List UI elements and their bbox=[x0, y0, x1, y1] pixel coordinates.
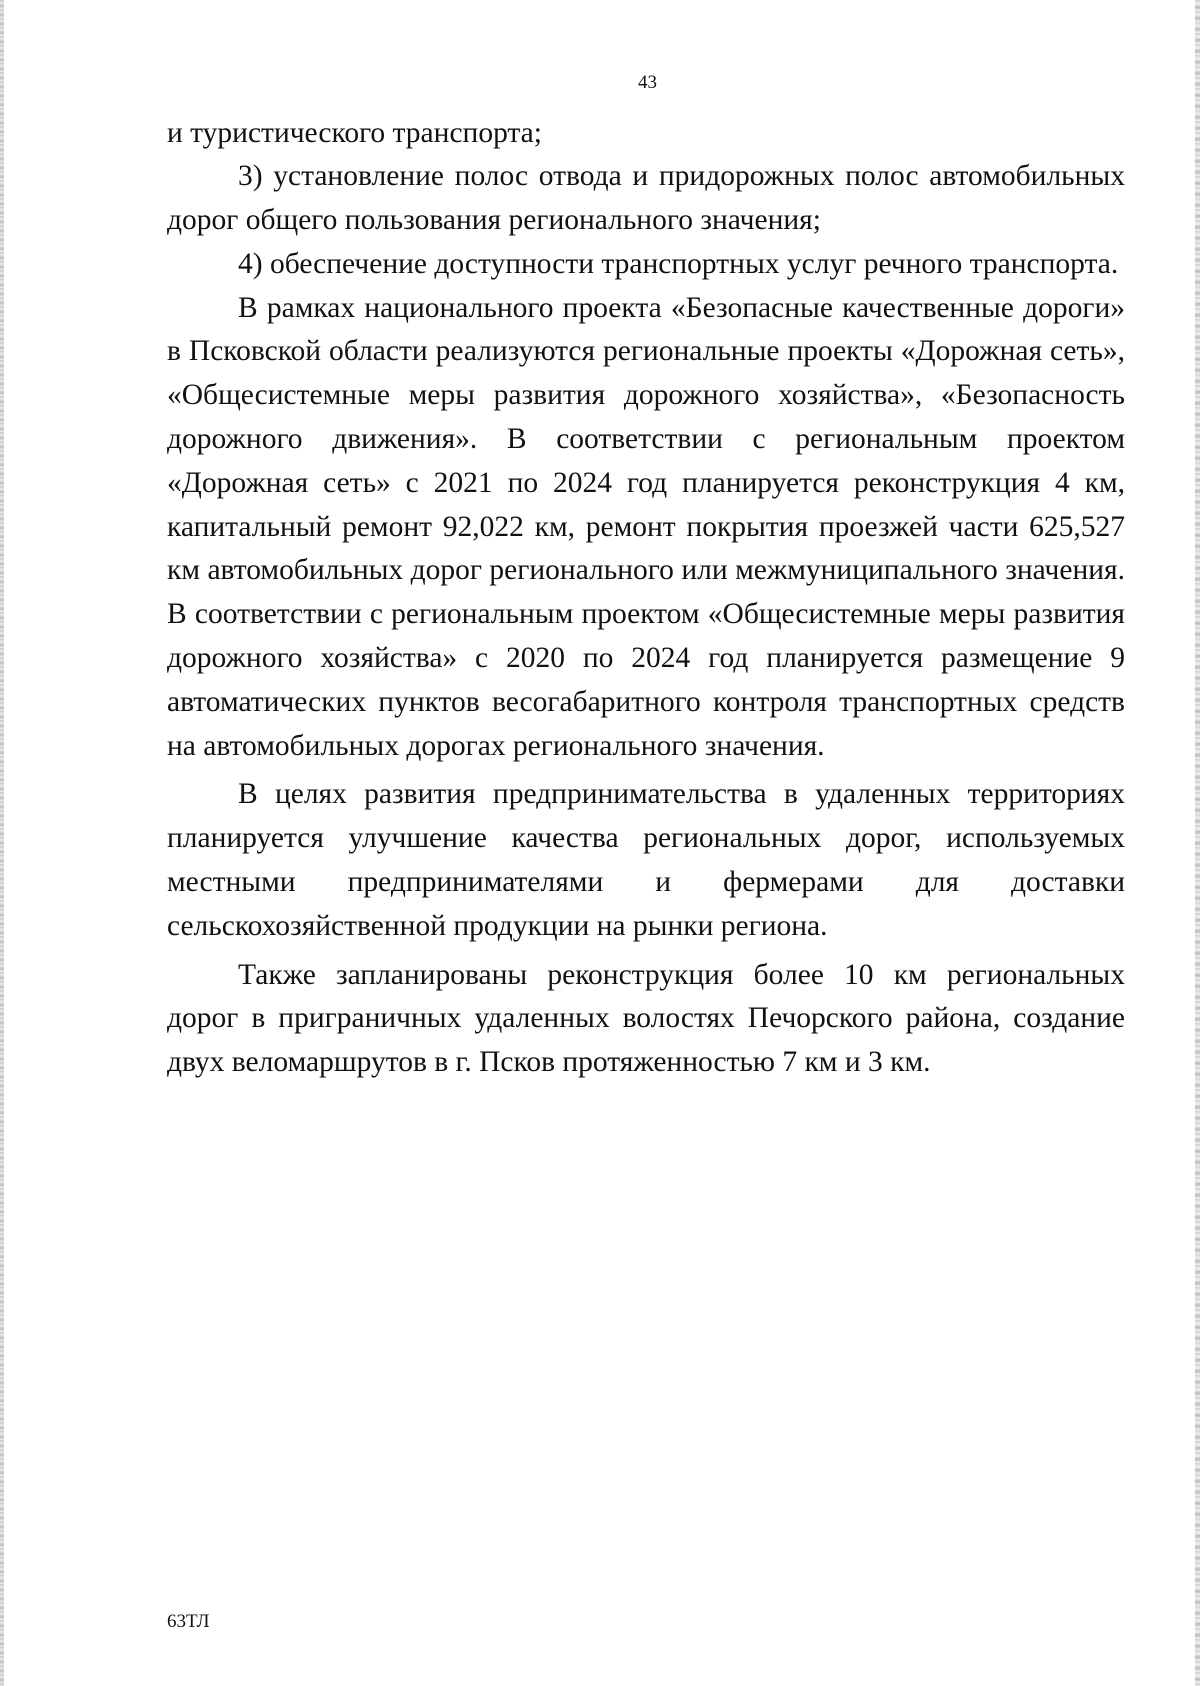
paragraph-continuation: и туристического транспорта; bbox=[167, 116, 542, 149]
scan-edge-left bbox=[0, 0, 4, 1686]
list-item-3: 3) установление полос отвода и придорожных полос автомобильных дорог общего пользования регионального значения; bbox=[167, 160, 1125, 237]
paragraph-national-project: В рамках национального проекта «Безопасные качественные дороги» в Псковской области реализуются региональные проекты «Дорожная сеть», «Общесистемные меры развития дорожного хозяйства», «Безопасность дорожного движения». В соответствии с региональным проектом «Дорожная сеть» с 2021 по 2024 год планируется реконструкция 4 км, капитальный ремонт 92,022 км, ремонт покрытия проезжей части 625,527 км автомобильных дорог регионального или межмуниципального значения. В соответствии с региональным проектом «Общесистемные меры развития дорожного хозяйства» с 2020 по 2024 год планируется размещение 9 автоматических пунктов весогабаритного контроля транспортных средств на автомобильных дорогах регионального значения. bbox=[167, 291, 1125, 762]
page-number: 43 bbox=[638, 72, 657, 93]
scan-edge-right bbox=[1195, 0, 1200, 1686]
document-code: 63ТЛ bbox=[167, 1611, 210, 1632]
list-item-4: 4) обеспечение доступности транспортных услуг речного транспорта. bbox=[238, 247, 1119, 280]
document-body bbox=[167, 112, 1125, 1086]
paragraph-reconstruction: Также запланированы реконструкция более 10 км региональных дорог в приграничных удаленных волостях Печорского района, создание двух веломаршрутов в г. Псков протяженностью 7 км и 3 км. bbox=[167, 958, 1125, 1079]
paragraph-entrepreneurship: В целях развития предпринимательства в удаленных территориях планируется улучшение качества региональных дорог, используемых местными предпринимателями и фермерами для доставки сельскохозяйственной продукции на рынки региона. bbox=[167, 778, 1125, 942]
